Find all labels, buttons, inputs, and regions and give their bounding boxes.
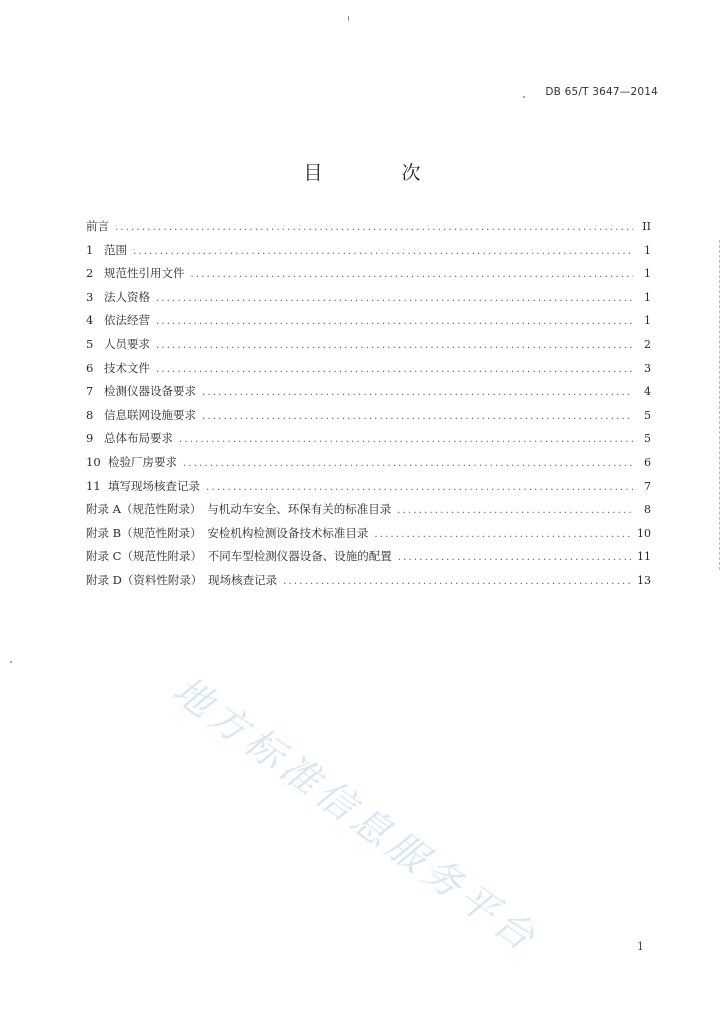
toc-entry-label: 附录 C（规范性附录） 不同车型检测仪器设备、设施的配置 bbox=[86, 549, 392, 564]
toc-entry-page: 4 bbox=[644, 385, 651, 399]
toc-entry-page: 7 bbox=[644, 479, 651, 493]
toc-entry-label: 规范性引用文件 bbox=[104, 266, 185, 281]
toc-entry-page: 1 bbox=[644, 243, 651, 257]
toc-entry-page: 1 bbox=[644, 290, 651, 304]
toc-entry-number: 5 bbox=[86, 336, 94, 351]
toc-entry-number: 1 bbox=[86, 242, 94, 257]
toc-entry-label: 范围 bbox=[104, 242, 127, 257]
toc-leader-dots bbox=[156, 312, 633, 332]
toc-leader-dots bbox=[133, 242, 633, 262]
toc-leader-dots bbox=[156, 360, 633, 380]
toc-entry-page: 6 bbox=[644, 455, 651, 469]
toc-entry[interactable] bbox=[86, 310, 651, 334]
scan-speck bbox=[10, 661, 12, 663]
toc-entry[interactable] bbox=[86, 287, 651, 311]
scan-edge-mark bbox=[718, 240, 720, 570]
toc-leader-dots bbox=[156, 336, 633, 356]
watermark: 地方标准信息服务平台 bbox=[165, 667, 547, 962]
toc-entry-label: 前言 bbox=[86, 219, 109, 233]
scan-speck bbox=[523, 96, 525, 98]
toc-entry-number: 4 bbox=[86, 313, 94, 328]
toc-entry-page: 5 bbox=[644, 432, 651, 446]
toc-entry-number: 6 bbox=[86, 360, 94, 375]
toc-entry[interactable] bbox=[86, 405, 651, 429]
toc-entry-number: 2 bbox=[86, 266, 94, 281]
toc-leader-dots bbox=[374, 525, 631, 545]
toc-entry-label: 附录 D（资料性附录） 现场核查记录 bbox=[86, 572, 278, 587]
toc-entry-label: 法人资格 bbox=[104, 289, 150, 304]
toc-entry-label: 检验厂房要求 bbox=[108, 454, 177, 469]
toc-entry-page: II bbox=[642, 220, 651, 233]
toc-entry[interactable] bbox=[86, 499, 651, 523]
toc-leader-dots bbox=[191, 265, 634, 285]
table-of-contents bbox=[86, 216, 651, 594]
toc-entry-page: 13 bbox=[637, 573, 651, 587]
toc-entry[interactable] bbox=[86, 263, 651, 287]
toc-leader-dots bbox=[202, 407, 633, 427]
toc-entry-number: 9 bbox=[86, 431, 94, 446]
toc-entry-label: 技术文件 bbox=[104, 360, 150, 375]
toc-leader-dots bbox=[179, 430, 633, 450]
toc-entry[interactable] bbox=[86, 428, 651, 452]
page-number: 1 bbox=[637, 940, 644, 953]
toc-entry-number: 10 bbox=[86, 454, 101, 469]
toc-entry-label: 依法经营 bbox=[104, 313, 150, 328]
toc-leader-dots bbox=[115, 218, 633, 238]
toc-entry-label: 填写现场核查记录 bbox=[108, 478, 200, 493]
scan-speck bbox=[348, 16, 349, 21]
toc-entry-label: 附录 B（规范性附录） 安检机构检测设备技术标准目录 bbox=[86, 525, 369, 540]
toc-entry-page: 2 bbox=[644, 337, 651, 351]
toc-entry-number: 3 bbox=[86, 289, 94, 304]
toc-entry-page: 11 bbox=[637, 550, 651, 564]
toc-entry-number: 7 bbox=[86, 384, 94, 399]
toc-leader-dots bbox=[206, 478, 633, 498]
toc-entry-label: 人员要求 bbox=[104, 336, 150, 351]
toc-entry-label: 检测仪器设备要求 bbox=[104, 384, 196, 399]
toc-leader-dots bbox=[183, 454, 633, 474]
toc-entry[interactable] bbox=[86, 476, 651, 500]
standard-code: DB 65/T 3647—2014 bbox=[545, 86, 658, 98]
toc-entry[interactable] bbox=[86, 358, 651, 382]
toc-leader-dots bbox=[202, 383, 633, 403]
toc-entry[interactable] bbox=[86, 523, 651, 547]
toc-leader-dots bbox=[156, 289, 633, 309]
toc-entry[interactable] bbox=[86, 452, 651, 476]
toc-entry[interactable] bbox=[86, 334, 651, 358]
toc-entry-page: 3 bbox=[644, 361, 651, 375]
toc-entry[interactable] bbox=[86, 216, 651, 240]
toc-entry-page: 5 bbox=[644, 408, 651, 422]
toc-entry-number: 8 bbox=[86, 407, 94, 422]
toc-entry-page: 8 bbox=[644, 503, 651, 517]
toc-entry-label: 总体布局要求 bbox=[104, 431, 173, 446]
toc-entry[interactable] bbox=[86, 240, 651, 264]
toc-entry[interactable] bbox=[86, 381, 651, 405]
toc-title: 目 次 bbox=[303, 162, 451, 184]
toc-entry-number: 11 bbox=[86, 478, 101, 493]
toc-entry-page: 1 bbox=[644, 314, 651, 328]
toc-entry-label: 信息联网设施要求 bbox=[104, 407, 196, 422]
toc-entry[interactable] bbox=[86, 570, 651, 594]
toc-entry-page: 10 bbox=[637, 526, 651, 540]
toc-leader-dots bbox=[398, 548, 631, 568]
toc-entry-label: 附录 A（规范性附录） 与机动车安全、环保有关的标准目录 bbox=[86, 502, 392, 517]
toc-entry[interactable] bbox=[86, 546, 651, 570]
toc-entry-page: 1 bbox=[644, 267, 651, 281]
toc-leader-dots bbox=[283, 572, 631, 592]
toc-leader-dots bbox=[397, 501, 633, 521]
